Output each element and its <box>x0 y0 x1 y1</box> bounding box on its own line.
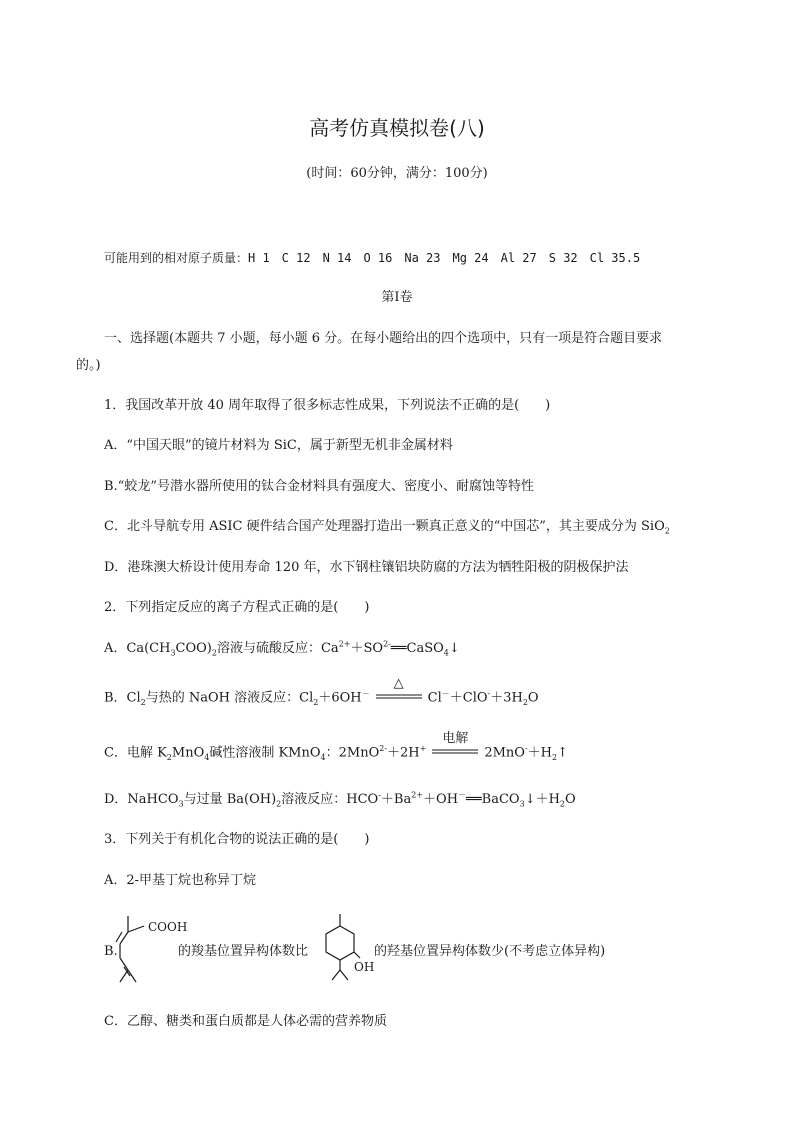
q3-option-c: C．乙醇、糖类和蛋白质都是人体必需的营养物质 <box>104 1014 387 1029</box>
q2-option-a <box>104 641 460 657</box>
cooh-label: COOH <box>148 920 188 934</box>
q1-option-b: B.“蛟龙”号潜水器所使用的钛合金材料具有强度大、密度小、耐腐蚀等特性 <box>104 479 534 494</box>
q2a-t5: ══CaSO <box>390 641 444 656</box>
q2a-s2: 2 <box>211 648 217 658</box>
q2a-s3: 4 <box>443 648 449 658</box>
electrolysis-condition <box>430 731 480 761</box>
section-title: 第Ⅰ卷 <box>381 290 413 305</box>
q2c-t7: ＋H <box>527 745 553 761</box>
q2d-p3: － <box>458 790 467 800</box>
q3-option-b-text2: 的羟基位置异构体数少(不考虑立体异构) <box>374 944 606 959</box>
q2c-t3: 碱性溶液制 KMnO <box>209 745 321 761</box>
q2c-t1: C．电解 K <box>104 745 167 761</box>
q3-stem: 3．下列关于有机化合物的说法正确的是( ) <box>104 832 370 847</box>
q2d-p1: - <box>378 790 381 800</box>
q3-option-a: A．2-甲基丁烷也称异丁烷 <box>104 873 257 888</box>
q2c-p2: + <box>419 744 427 754</box>
q2b-s2: 2 <box>313 698 319 708</box>
q2a-t1: A．Ca(CH <box>104 641 171 656</box>
q2a-t4: ＋SO <box>350 641 384 656</box>
q2c-s1: 2 <box>166 753 172 763</box>
q2d-s2: 2 <box>276 799 282 809</box>
q2d-s3: 3 <box>519 799 525 809</box>
q2d-s1: 3 <box>178 799 184 809</box>
q2b-p2: － <box>441 689 450 699</box>
q2b-t7: O <box>527 690 539 706</box>
q2b-p1: － <box>361 689 370 699</box>
oh-label: OH <box>354 960 375 974</box>
q1-option-c-sub: 2 <box>664 526 670 536</box>
q2d-t3: 溶液反应：HCO <box>281 792 379 807</box>
q2d-t4: ＋Ba <box>380 792 412 807</box>
q2c-s4: 2 <box>552 753 558 763</box>
q2b-t1: B．Cl <box>104 690 141 706</box>
q3-option-b-label: B. <box>104 944 118 959</box>
q2b-s1: 2 <box>140 698 146 708</box>
q2d-s4: 2 <box>559 799 566 809</box>
q2b-t5: ＋ClO <box>449 690 488 706</box>
q2b-t6: ＋3H <box>490 690 523 706</box>
q2b-t4: Cl <box>427 690 442 706</box>
heat-condition <box>374 676 424 706</box>
equal-sign-arrow <box>430 749 480 755</box>
q2b-p3: - <box>487 689 491 699</box>
q2a-t6: ↓ <box>448 641 460 656</box>
q1-stem: 1．我国改革开放 40 周年取得了很多标志性成果，下列说法不正确的是( ) <box>104 398 551 413</box>
q2-option-d <box>104 792 576 808</box>
q2-stem: 2．下列指定反应的离子方程式正确的是( ) <box>104 600 370 615</box>
q3-option-b-text1: 的羧基位置异构体数比 <box>178 944 309 959</box>
q2a-s1: 3 <box>170 648 176 658</box>
q2d-p2: 2+ <box>411 790 424 800</box>
q2c-t6: 2MnO <box>484 745 525 761</box>
q2-option-c <box>104 731 569 763</box>
q2a-t2: COO) <box>175 641 212 656</box>
q2b-s3: 2 <box>522 698 528 708</box>
q1-option-a: A．“中国天眼”的镜片材料为 SiC，属于新型无机非金属材料 <box>104 438 453 453</box>
q2c-t2: MnO <box>171 745 205 761</box>
q2c-p1: 2- <box>379 744 388 754</box>
q1-option-c <box>104 519 670 535</box>
q2d-t8: O <box>565 792 576 807</box>
q2c-p3: - <box>524 744 528 754</box>
heat-condition-label: △ <box>393 676 404 691</box>
exam-title: 高考仿真模拟卷(八) <box>309 116 485 140</box>
q2a-t3: 溶液与硫酸反应：Ca <box>216 641 339 656</box>
q1-option-c-text: C．北斗导航专用 ASIC 硬件结合国产处理器打造出一颗真正意义的“中国芯”，其主要成分为 SiO <box>104 519 665 534</box>
q2d-t6: ══BaCO <box>466 792 520 807</box>
equal-sign-arrow <box>374 694 424 700</box>
q2b-t2: 与热的 NaOH 溶液反应：Cl <box>145 690 314 706</box>
electrolysis-condition-label: 电解 <box>442 731 469 746</box>
cyclohexanol-structure <box>318 912 368 986</box>
q2a-p1: 2+ <box>338 639 351 649</box>
q2b-t3: ＋6OH <box>318 690 362 706</box>
atomic-masses: 可能用到的相对原子质量：H 1 C 12 N 14 O 16 Na 23 Mg 24 Al 27 S 32 Cl 35.5 <box>104 251 641 265</box>
q2d-t1: D．NaHCO <box>104 792 179 807</box>
q2a-p2: 2- <box>383 639 391 649</box>
exam-subtitle: (时间：60分钟，满分：100分) <box>306 166 488 181</box>
q2d-t5: ＋OH <box>423 792 459 807</box>
q2c-t8: ↑ <box>557 745 569 761</box>
q2c-t5: ＋2H <box>387 745 420 761</box>
q1-option-d: D．港珠澳大桥设计使用寿命 120 年，水下钢柱镶铝块防腐的方法为牺牲阳极的阴极保护法 <box>104 560 629 575</box>
q2c-s2: 4 <box>204 753 210 763</box>
q2c-s3: 4 <box>320 753 326 763</box>
q2c-t4: ：2MnO <box>325 745 380 761</box>
section-intro-line2: 的。) <box>76 358 101 373</box>
q2d-t7: ↓＋H <box>524 792 560 807</box>
section-intro-line1: 一、选择题(本题共 7 小题，每小题 6 分。在每小题给出的四个选项中，只有一项是符合题目要求 <box>104 331 663 346</box>
q2-option-b <box>104 676 539 708</box>
q2d-t2: 与过量 Ba(OH) <box>183 792 277 807</box>
